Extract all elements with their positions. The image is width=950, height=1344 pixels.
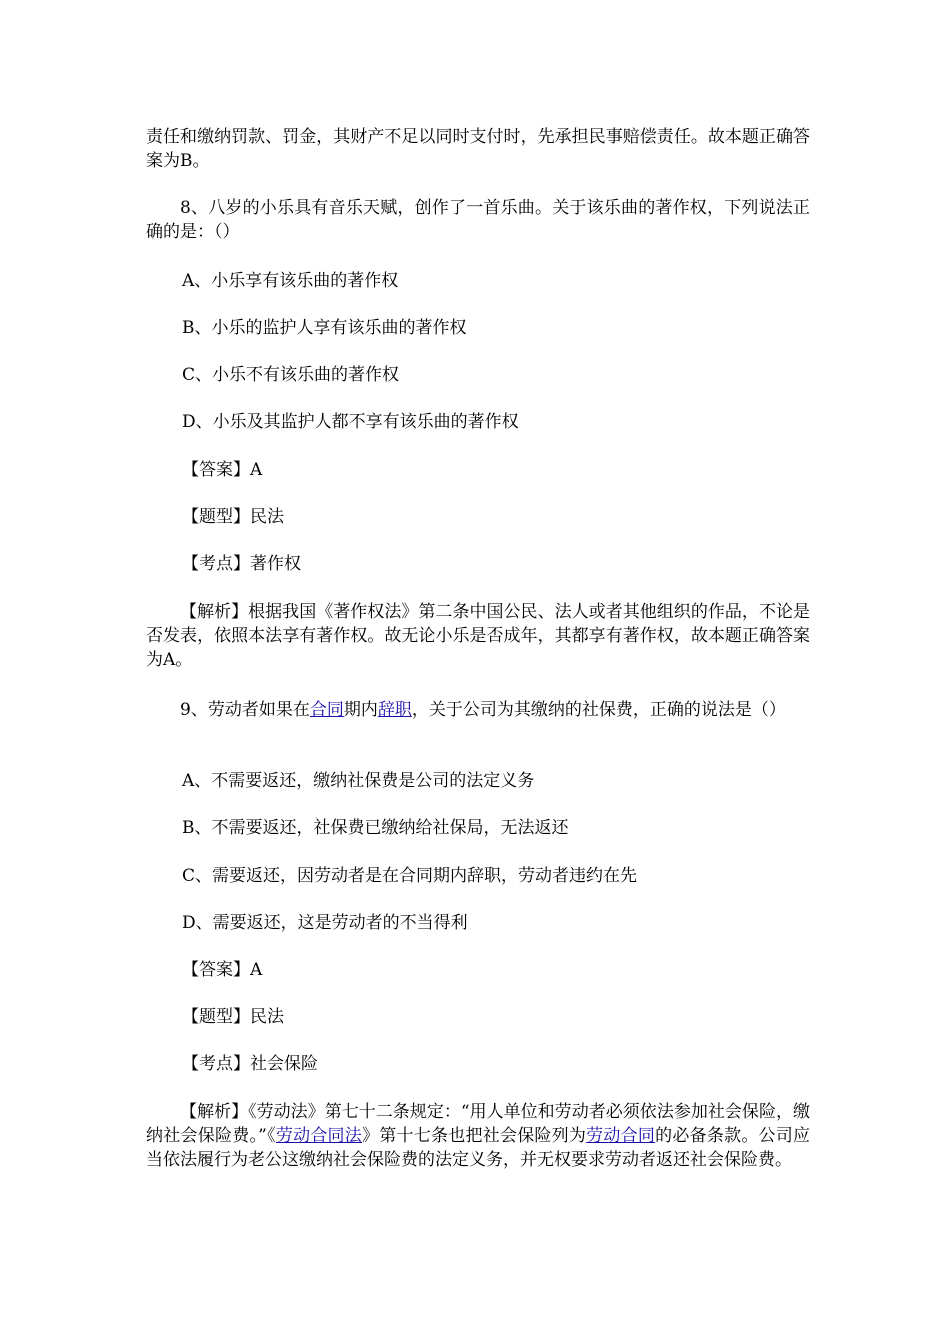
q9-option-b: B、不需要返还，社保费已缴纳给社保局，无法返还 (182, 818, 569, 838)
q9-analysis-text: 【解析】《劳动法》第七十二条规定：“用人单位和劳动者必须依法参加社会保险，缴纳社会保险费。”《 (146, 1102, 810, 1146)
previous-answer-tail: 责任和缴纳罚款、罚金，其财产不足以同时支付时，先承担民事赔偿责任。故本题正确答案为B。 (146, 127, 810, 171)
q8-option-d: D、小乐及其监护人都不享有该乐曲的著作权 (182, 412, 519, 432)
q9-answer: 【答案】A (182, 960, 263, 980)
resignation-link[interactable]: 辞职 (377, 700, 412, 720)
q8-option-a: A、小乐享有该乐曲的著作权 (182, 271, 399, 291)
q9-test-point: 【考点】社会保险 (182, 1054, 318, 1074)
labor-contract-law-link[interactable]: 劳动合同法 (275, 1126, 363, 1146)
q9-analysis (146, 1100, 810, 1172)
q9-option-c: C、需要返还，因劳动者是在合同期内辞职，劳动者违约在先 (182, 866, 638, 886)
q9-stem-text: 期内 (343, 700, 378, 720)
q8-option-b: B、小乐的监护人享有该乐曲的著作权 (182, 318, 467, 338)
q9-stem-text: 9、劳动者如果在 (180, 700, 310, 720)
q9-analysis-text: 的必备条款。公司应当依法履行为老公这缴纳社会保险费的法定义务，并无权要求劳动者返还社会保险费。 (146, 1126, 811, 1170)
question-9-stem (146, 698, 810, 722)
labor-contract-link[interactable]: 劳动合同 (586, 1126, 656, 1146)
q9-analysis-text: 》第十七条也把社会保险列为 (362, 1126, 587, 1146)
q8-analysis: 【解析】根据我国《著作权法》第二条中国公民、法人或者其他组织的作品，不论是否发表，依照本法享有著作权。故无论小乐是否成年，其都享有著作权，故本题正确答案为A。 (146, 602, 810, 670)
question-8-stem: 8、八岁的小乐具有音乐天赋，创作了一首乐曲。关于该乐曲的著作权，下列说法正确的是：（） (146, 198, 810, 242)
contract-link[interactable]: 合同 (309, 700, 344, 720)
q8-option-c: C、小乐不有该乐曲的著作权 (182, 365, 400, 385)
q9-option-d: D、需要返还，这是劳动者的不当得利 (182, 913, 468, 933)
q9-question-type: 【题型】民法 (182, 1007, 284, 1027)
q9-stem-text: ，关于公司为其缴纳的社保费，正确的说法是（） (411, 700, 786, 720)
q9-option-a: A、不需要返还，缴纳社保费是公司的法定义务 (182, 771, 535, 791)
q8-question-type: 【题型】民法 (182, 507, 284, 527)
q8-answer: 【答案】A (182, 460, 263, 480)
q8-test-point: 【考点】著作权 (182, 554, 301, 574)
